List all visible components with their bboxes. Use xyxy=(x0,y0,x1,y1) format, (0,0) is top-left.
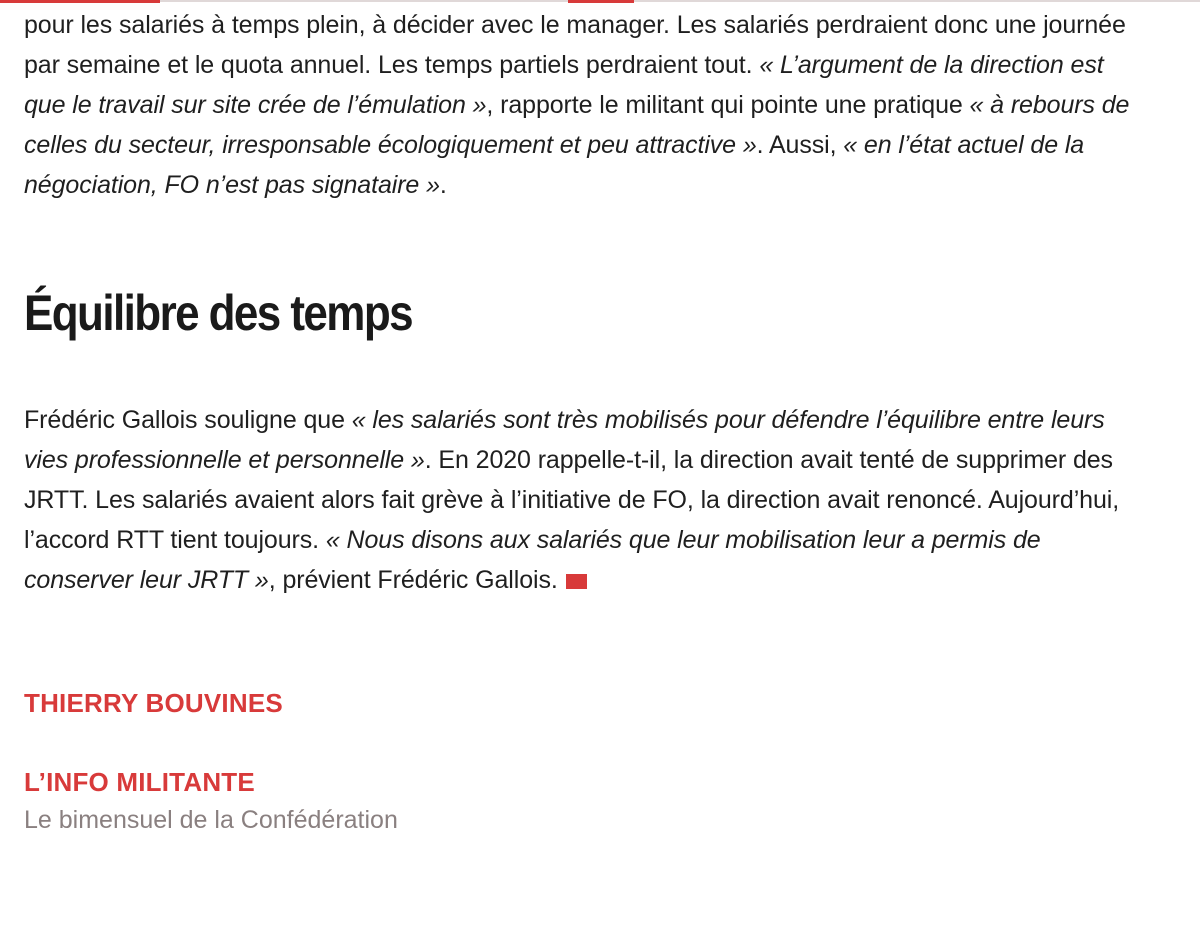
article-paragraph xyxy=(24,5,1134,205)
paragraph-text: pour les salariés à temps plein, à décider avec le manager. Les salariés perdraient donc une journée par semaine et le quota annuel. Les temps partiels perdraient tout. xyxy=(24,11,1126,79)
paragraph-text: . En 2020 rappelle-t-il, la direction avait tenté de supprimer des JRTT. Les salariés avaient alors fait grève à l’initiative de FO, la direction avait renoncé. Aujourd’hui, l’accord RTT tient toujours. xyxy=(24,446,1120,554)
author-byline: THIERRY BOUVINES xyxy=(24,688,283,718)
end-of-article-icon xyxy=(566,574,587,589)
paragraph-text: , prévient Frédéric Gallois. xyxy=(268,566,558,594)
publication-name: L’INFO MILITANTE xyxy=(24,767,255,797)
quote: « en l’état actuel de la négociation, FO n’est pas signataire » xyxy=(24,131,1085,199)
quote: « à rebours de celles du secteur, irresponsable écologiquement et peu attractive » xyxy=(24,91,1130,159)
quote: « les salariés sont très mobilisés pour défendre l’équilibre entre leurs vies professionnelle et personnelle » xyxy=(24,406,1105,474)
paragraph-text: , rapporte le militant qui pointe une pratique xyxy=(486,91,970,119)
article-paragraph xyxy=(24,400,1134,600)
progress-segment xyxy=(0,0,160,3)
section-heading: Équilibre des temps xyxy=(24,285,413,341)
quote: « L’argument de la direction est que le travail sur site crée de l’émulation » xyxy=(24,51,1104,119)
publication-description: Le bimensuel de la Confédération xyxy=(24,806,398,834)
article-body xyxy=(24,5,1134,837)
progress-segment xyxy=(568,0,634,3)
paragraph-text: Frédéric Gallois souligne que xyxy=(24,406,352,434)
paragraph-text: . Aussi, xyxy=(756,131,844,159)
reading-progress-bar xyxy=(0,0,1200,2)
quote: « Nous disons aux salariés que leur mobilisation leur a permis de conserver leur JRTT » xyxy=(24,526,1041,594)
paragraph-text: . xyxy=(439,171,447,199)
